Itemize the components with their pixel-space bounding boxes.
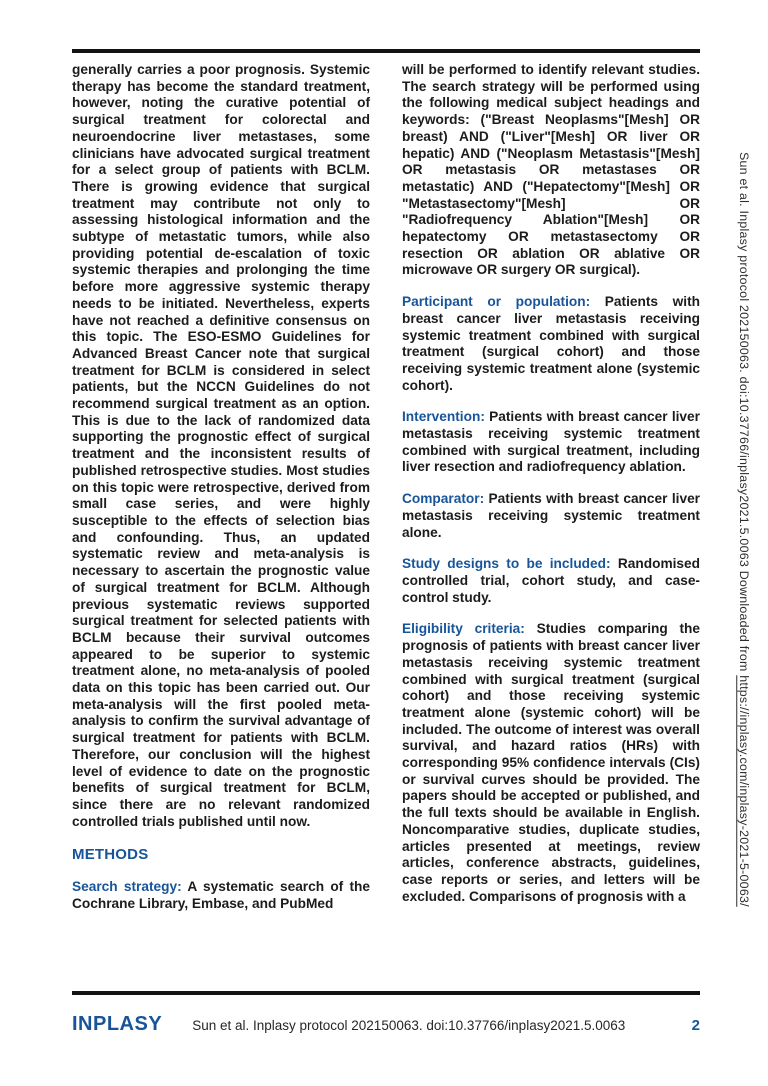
right-column	[402, 62, 700, 989]
search-strategy-text: A systematic search of the Cochrane Library, Embase, and PubMed	[72, 879, 370, 912]
eligibility-text: Studies comparing the prognosis of patients with breast cancer liver metastasis receiving systemic treatment combined with surgical treatment (surgical cohort) and those receiving systemic treatment alone (systemic cohort) will be included. The outcome of interest was overall survival, and hazard ratios (HRs) with corresponding 95% confidence intervals (CIs) or survival curves should be provided. The papers should be accepted or published, and the full texts should be available in English. Noncomparative studies, duplicate studies, articles presented at meetings, review articles, conference abstracts, guidelines, case reports or series, and letters will be excluded. Comparisons of prognosis with a	[402, 621, 700, 904]
intervention-text: Patients with breast cancer liver metastasis receiving systemic treatment combined with surgical treatment, including liver resection and radiofrequency ablation.	[402, 409, 700, 475]
side-citation-link[interactable]: https://inplasy.com/inplasy-2021-5-0063/	[737, 675, 751, 907]
methods-heading: METHODS	[72, 846, 149, 864]
side-citation	[737, 152, 751, 1012]
participant-label: Participant or population:	[402, 294, 605, 310]
intervention-paragraph	[402, 409, 700, 476]
footer-rule	[72, 991, 700, 995]
page-number: 2	[691, 1017, 700, 1034]
left-column	[72, 62, 370, 989]
intervention-label: Intervention:	[402, 409, 490, 425]
side-citation-text: Sun et al. Inplasy protocol 202150063. doi:10.37766/inplasy2021.5.0063 Downloaded from	[737, 152, 751, 676]
eligibility-paragraph	[402, 621, 700, 905]
study-designs-text: Randomised controlled trial, cohort study, and case-control study.	[402, 556, 700, 605]
comparator-text: Patients with breast cancer liver metastasis receiving systemic treatment alone.	[402, 491, 700, 540]
study-designs-label: Study designs to be included:	[402, 556, 618, 572]
two-column-text	[72, 62, 700, 989]
search-strategy-label: Search strategy:	[72, 879, 188, 895]
search-strategy-continued: will be performed to identify relevant studies. The search strategy will be performed using the following medical subject headings and keywords: ("Breast Neoplasms"[Mesh] OR breast) AND ("Liver"[Mesh] OR liver OR hepatic) AND ("Neoplasm Metastasis"[Mesh] OR metastasis OR metastases OR metastatic) AND ("Hepatectomy"[Mesh] OR "Metastasectomy"[Mesh] OR "Radiofrequency Ablation"[Mesh] OR hepatectomy OR metastasectomy OR resection OR ablation OR ablative OR microwave OR surgery OR surgical).	[402, 62, 700, 278]
study-designs-paragraph	[402, 556, 700, 606]
eligibility-label: Eligibility criteria:	[402, 621, 537, 637]
participant-text: Patients with breast cancer liver metastasis receiving systemic treatment combined with surgical treatment (surgical cohort) and those receiving systemic treatment alone (systemic cohort).	[402, 294, 700, 393]
inplasy-logo: INPLASY	[72, 1013, 163, 1035]
search-strategy-paragraph	[72, 879, 370, 912]
participant-paragraph	[402, 294, 700, 394]
comparator-paragraph	[402, 491, 700, 541]
header-rule	[72, 49, 700, 53]
comparator-label: Comparator:	[402, 491, 489, 507]
footer	[72, 1013, 700, 1036]
background-paragraph: generally carries a poor prognosis. Systemic therapy has become the standard treatment, however, noting the curative potential of surgical treatment for colorectal and neuroendocrine liver metastases, some clinicians have advocated surgical treatment for a select group of patients with BCLM. There is growing evidence that surgical treatment may contribute not only to assessing histological information and the subtype of metastatic tumors, while also providing potential de-escalation of toxic systemic therapies and prolonging the time before more aggressive systemic therapy needs to be initiated. Nevertheless, experts have not reached a definitive consensus on this topic. The ESO-ESMO Guidelines for Advanced Breast Cancer note that surgical treatment for BCLM is considered in select patients, but the NCCN Guidelines do not recommend surgical treatment as an option. This is due to the lack of randomized data supporting the prognostic effect of surgical treatment and the inconsistent results of published retrospective studies. Most studies on this topic were retrospective, derived from small case series, and were highly susceptible to the effects of selection bias and confounding. Thus, an updated systematic review and meta-analysis is necessary to ascertain the prognostic value of surgical treatment for BCLM. Although previous systematic reviews supported surgical treatment for selected patients with BCLM because their survival outcomes appeared to be superior to systemic treatment alone, no meta-analysis of pooled data on this topic has been carried out. Our meta-analysis will the first pooled meta-analysis to confirm the survival advantage of surgical treatment for patients with BCLM. Therefore, our conclusion will the highest level of evidence to date on the prognostic benefits of surgical treatment for BCLM, since there are no relevant randomized controlled trials published until now.	[72, 62, 370, 829]
footer-citation: Sun et al. Inplasy protocol 202150063. doi:10.37766/inplasy2021.5.0063	[192, 1018, 626, 1033]
